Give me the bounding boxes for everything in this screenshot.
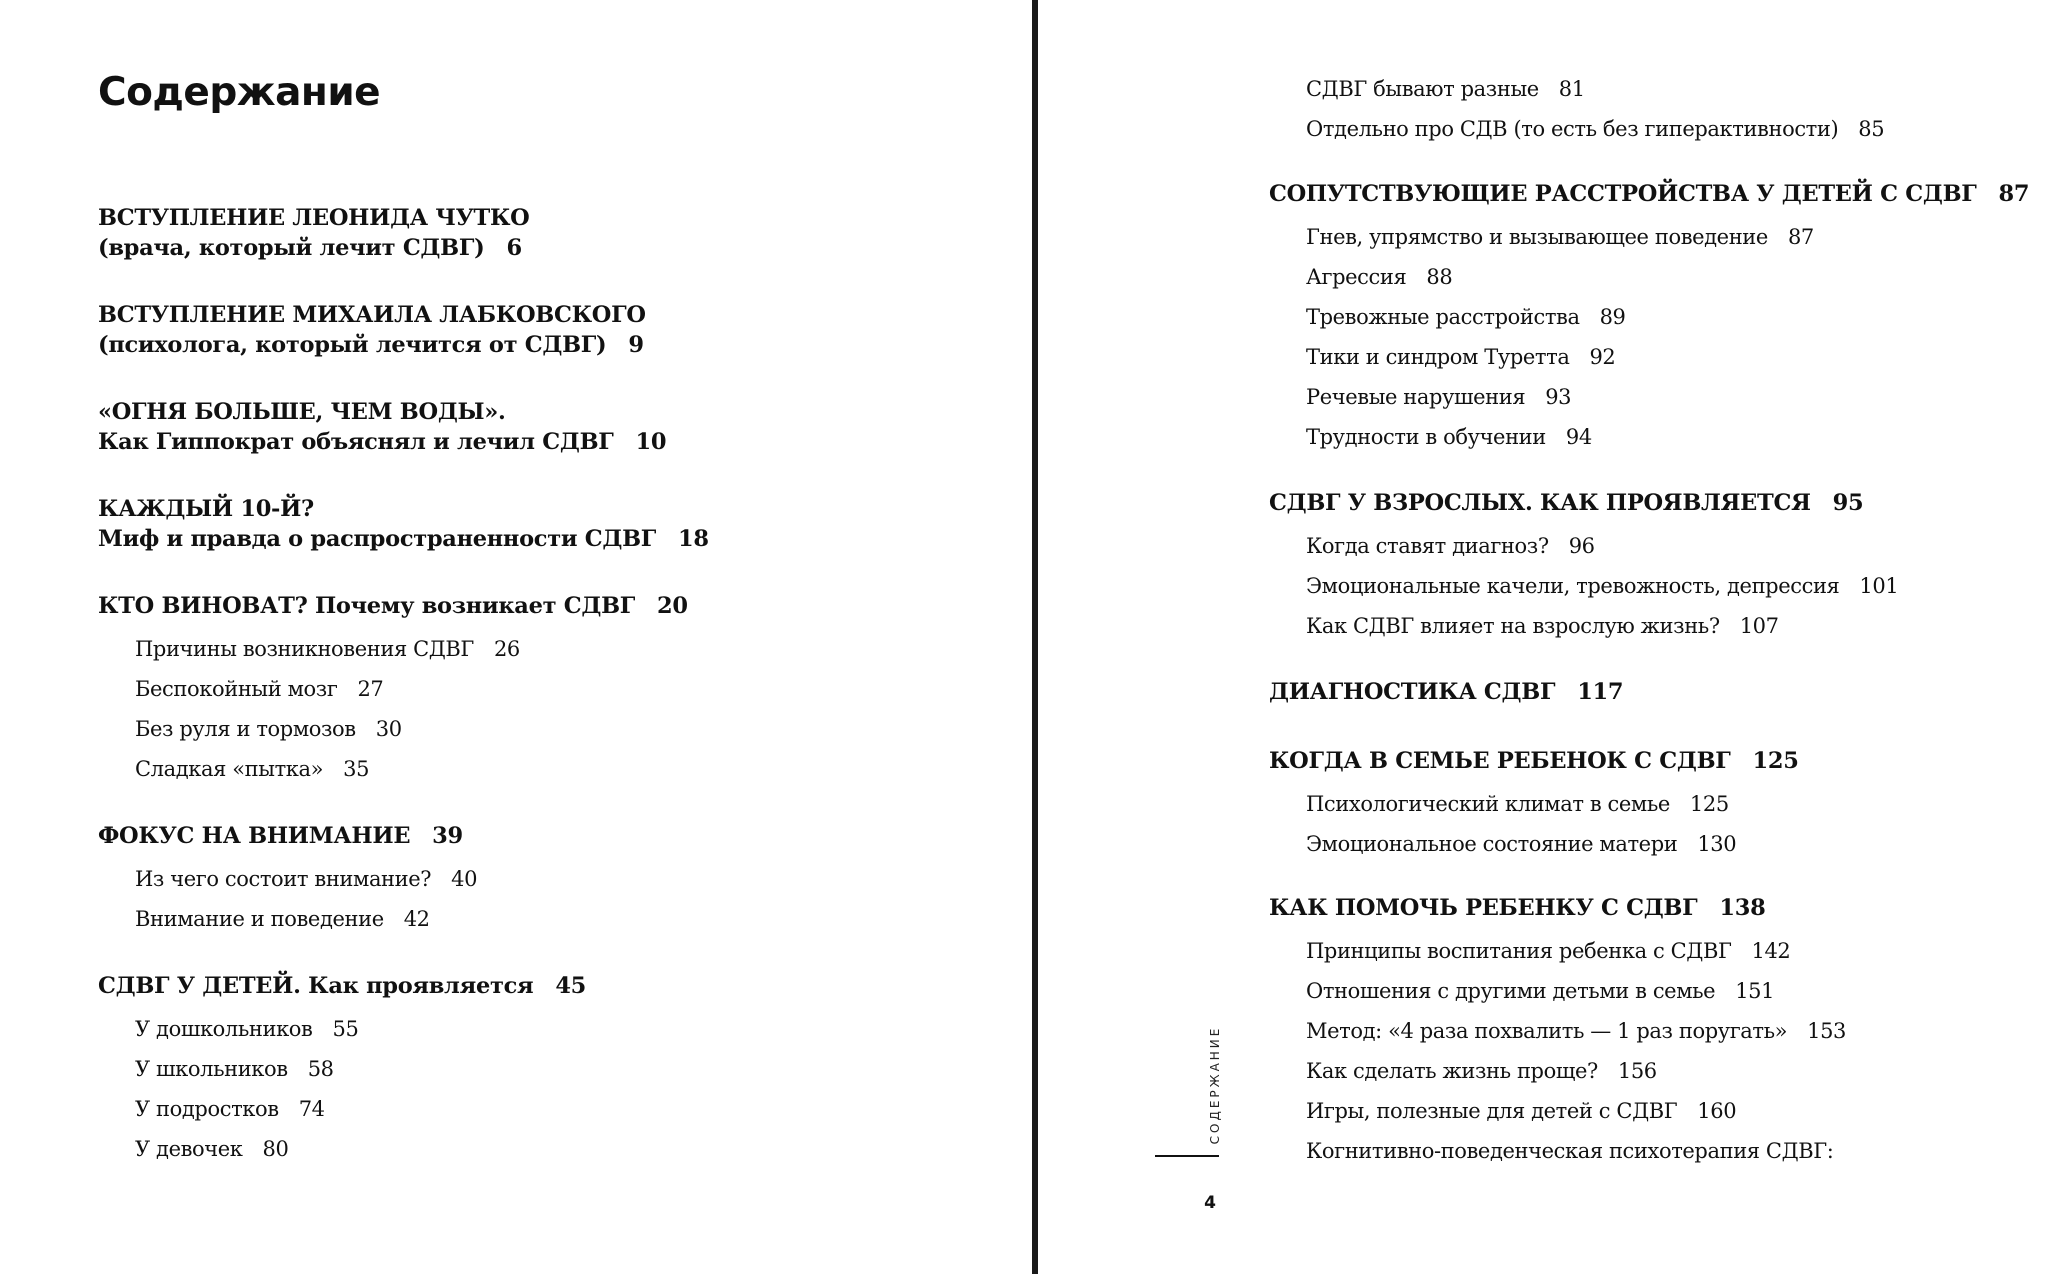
- toc-page-number: 42: [403, 907, 430, 931]
- toc-entry-line: [1306, 342, 1615, 372]
- toc-section-entry: [1306, 1016, 1846, 1046]
- toc-section-entry: [1306, 74, 1585, 104]
- toc-page-number: 45: [555, 973, 587, 999]
- toc-entry-line: [1306, 829, 1736, 859]
- toc-entry-title: Беспокойный мозг: [135, 677, 338, 701]
- toc-entry-title: Речевые нарушения: [1306, 385, 1526, 409]
- toc-entry-title: Без руля и тормозов: [135, 717, 356, 741]
- toc-section-entry: [135, 864, 477, 894]
- toc-section-entry: [1306, 1096, 1736, 1126]
- toc-page-number: 107: [1739, 614, 1779, 638]
- toc-entry-title: Отдельно про СДВ (то есть без гиперактивности): [1306, 117, 1839, 141]
- toc-entry-title: Как сделать жизнь проще?: [1306, 1059, 1598, 1083]
- toc-entry-line: [135, 864, 477, 894]
- toc-entry-title: У школьников: [135, 1057, 288, 1081]
- toc-page-number: 138: [1719, 895, 1766, 921]
- toc-page-number: 92: [1589, 345, 1616, 369]
- toc-entry-line: [135, 674, 383, 704]
- toc-entry-title: Агрессия: [1306, 265, 1407, 289]
- toc-page-number: 18: [678, 526, 709, 552]
- toc-section-entry: [135, 1094, 325, 1124]
- toc-page-number: 6: [506, 235, 522, 261]
- toc-page-number: 156: [1617, 1059, 1657, 1083]
- toc-section-entry: [135, 1014, 358, 1044]
- toc-section-entry: [1306, 789, 1729, 819]
- toc-entry-title: КАЖДЫЙ 10-Й?: [98, 496, 314, 522]
- toc-section-entry: [1306, 422, 1592, 452]
- toc-section-entry: [135, 1054, 334, 1084]
- toc-page-number: 58: [307, 1057, 334, 1081]
- toc-page-number: 85: [1858, 117, 1885, 141]
- toc-entry-line: [1306, 1016, 1846, 1046]
- toc-chapter-entry: [98, 397, 666, 457]
- toc-entry-title: КТО ВИНОВАТ? Почему возникает СДВГ: [98, 593, 636, 619]
- toc-entry-line: [98, 397, 666, 427]
- toc-entry-line: [135, 1134, 288, 1164]
- toc-entry-line: [1269, 677, 1623, 707]
- toc-page-number: 20: [657, 593, 688, 619]
- toc-chapter-entry: [98, 591, 688, 621]
- toc-page-number: 35: [343, 757, 370, 781]
- toc-chapter-entry: [98, 821, 463, 851]
- left-page: [0, 0, 1034, 1274]
- toc-entry-line: [1306, 571, 1898, 601]
- toc-section-entry: [1306, 302, 1626, 332]
- toc-section-entry: [1306, 342, 1615, 372]
- toc-entry-line: [1306, 422, 1592, 452]
- toc-entry-title: Эмоциональные качели, тревожность, депрессия: [1306, 574, 1840, 598]
- toc-entry-title: У дошкольников: [135, 1017, 313, 1041]
- book-gutter: [1032, 0, 1038, 1274]
- toc-entry-title: Эмоциональное состояние матери: [1306, 832, 1678, 856]
- toc-entry-title: Миф и правда о распространенности СДВГ: [98, 526, 657, 552]
- toc-page-number: 96: [1568, 534, 1595, 558]
- toc-entry-line: [98, 591, 688, 621]
- toc-chapter-entry: [1269, 746, 1799, 776]
- toc-page-number: 87: [1998, 181, 2030, 207]
- toc-section-entry: [135, 1134, 288, 1164]
- page-number: 4: [1204, 1193, 1216, 1213]
- toc-section-entry: [1306, 611, 1779, 641]
- toc-page-number: 80: [262, 1137, 289, 1161]
- toc-entry-line: [1306, 114, 1884, 144]
- right-page: [1042, 0, 2072, 1274]
- toc-entry-line: [1306, 976, 1774, 1006]
- toc-entry-title: (врача, который лечит СДВГ): [98, 235, 485, 261]
- toc-entry-line: [1306, 1136, 1833, 1166]
- toc-page-number: 151: [1735, 979, 1775, 1003]
- toc-page-number: 9: [628, 332, 644, 358]
- toc-entry-title: Сладкая «пытка»: [135, 757, 324, 781]
- running-head: [1205, 1010, 1225, 1160]
- toc-section-entry: [1306, 571, 1898, 601]
- toc-page-number: 94: [1565, 425, 1592, 449]
- toc-page-number: 153: [1807, 1019, 1847, 1043]
- toc-entry-title: СДВГ У ДЕТЕЙ. Как проявляется: [98, 973, 534, 999]
- toc-entry-line: [1306, 302, 1626, 332]
- toc-section-entry: [135, 904, 430, 934]
- toc-section-entry: [135, 634, 520, 664]
- toc-chapter-entry: [98, 494, 709, 554]
- toc-page-number: 125: [1752, 748, 1799, 774]
- toc-page-number: 160: [1697, 1099, 1737, 1123]
- toc-page-number: 87: [1787, 225, 1814, 249]
- toc-section-entry: [1306, 976, 1774, 1006]
- toc-entry-line: [98, 971, 586, 1001]
- toc-chapter-entry: [1269, 179, 2029, 209]
- toc-page-number: 30: [375, 717, 402, 741]
- toc-entry-line: [1306, 611, 1779, 641]
- toc-entry-title: Гнев, упрямство и вызывающее поведение: [1306, 225, 1768, 249]
- toc-page-number: 101: [1859, 574, 1899, 598]
- toc-chapter-entry: [98, 971, 586, 1001]
- toc-entry-line: [135, 714, 402, 744]
- toc-entry-title: Когнитивно-поведенческая психотерапия СДВГ:: [1306, 1139, 1834, 1163]
- toc-entry-title: «ОГНЯ БОЛЬШЕ, ЧЕМ ВОДЫ».: [98, 399, 506, 425]
- toc-chapter-entry: [1269, 677, 1623, 707]
- toc-entry-line: [98, 330, 646, 360]
- toc-page-number: 93: [1545, 385, 1572, 409]
- toc-page-number: 95: [1832, 490, 1864, 516]
- toc-entry-title: Трудности в обучении: [1306, 425, 1546, 449]
- toc-entry-title: ВСТУПЛЕНИЕ МИХАИЛА ЛАБКОВСКОГО: [98, 302, 646, 328]
- toc-page-number: 142: [1751, 939, 1791, 963]
- toc-entry-title: КАК ПОМОЧЬ РЕБЕНКУ С СДВГ: [1269, 895, 1698, 921]
- toc-entry-line: [98, 203, 529, 233]
- toc-section-entry: [1306, 829, 1736, 859]
- toc-page-number: 39: [432, 823, 463, 849]
- toc-entry-title: Психологический климат в семье: [1306, 792, 1670, 816]
- running-head-text: СОДЕРЖАНИЕ: [1208, 1025, 1222, 1145]
- toc-entry-line: [135, 1054, 334, 1084]
- toc-entry-title: Тики и синдром Туретта: [1306, 345, 1570, 369]
- toc-entry-line: [1306, 222, 1814, 252]
- toc-entry-title: ФОКУС НА ВНИМАНИЕ: [98, 823, 411, 849]
- toc-entry-line: [1306, 936, 1790, 966]
- toc-entry-line: [135, 1014, 358, 1044]
- toc-page-number: 26: [493, 637, 520, 661]
- toc-chapter-entry: [1269, 893, 1765, 923]
- toc-page-number: 89: [1599, 305, 1626, 329]
- toc-entry-line: [1306, 789, 1729, 819]
- toc-entry-title: У девочек: [135, 1137, 243, 1161]
- toc-entry-line: [1306, 1056, 1657, 1086]
- toc-section-entry: [1306, 1056, 1657, 1086]
- toc-entry-line: [1306, 382, 1571, 412]
- toc-section-entry: [1306, 262, 1452, 292]
- toc-entry-title: Из чего состоит внимание?: [135, 867, 432, 891]
- toc-entry-title: КОГДА В СЕМЬЕ РЕБЕНОК С СДВГ: [1269, 748, 1731, 774]
- page-title: Содержание: [98, 70, 381, 115]
- toc-page-number: 130: [1697, 832, 1737, 856]
- toc-entry-line: [1269, 179, 2029, 209]
- toc-entry-title: Метод: «4 раза похвалить — 1 раз поругать»: [1306, 1019, 1788, 1043]
- toc-entry-line: [1306, 531, 1595, 561]
- toc-page-number: 81: [1558, 77, 1585, 101]
- toc-entry-line: [98, 494, 709, 524]
- toc-entry-title: Как СДВГ влияет на взрослую жизнь?: [1306, 614, 1720, 638]
- toc-section-entry: [1306, 114, 1884, 144]
- toc-entry-line: [135, 904, 430, 934]
- toc-entry-title: Внимание и поведение: [135, 907, 384, 931]
- toc-entry-line: [98, 427, 666, 457]
- toc-entry-title: Когда ставят диагноз?: [1306, 534, 1549, 558]
- toc-entry-line: [1269, 746, 1799, 776]
- toc-page-number: 40: [451, 867, 478, 891]
- toc-entry-line: [135, 634, 520, 664]
- toc-page-number: 125: [1689, 792, 1729, 816]
- toc-entry-line: [98, 821, 463, 851]
- toc-entry-title: У подростков: [135, 1097, 279, 1121]
- toc-section-entry: [1306, 1136, 1833, 1166]
- toc-entry-line: [1306, 262, 1452, 292]
- toc-entry-line: [135, 1094, 325, 1124]
- toc-section-entry: [1306, 222, 1814, 252]
- toc-entry-title: СОПУТСТВУЮЩИЕ РАССТРОЙСТВА У ДЕТЕЙ С СДВГ: [1269, 181, 1977, 207]
- toc-page-number: 117: [1577, 679, 1624, 705]
- toc-entry-line: [1269, 488, 1863, 518]
- toc-entry-title: Принципы воспитания ребенка с СДВГ: [1306, 939, 1732, 963]
- toc-section-entry: [1306, 531, 1595, 561]
- toc-entry-title: ВСТУПЛЕНИЕ ЛЕОНИДА ЧУТКО: [98, 205, 530, 231]
- toc-entry-title: СДВГ У ВЗРОСЛЫХ. КАК ПРОЯВЛЯЕТСЯ: [1269, 490, 1811, 516]
- toc-entry-title: СДВГ бывают разные: [1306, 77, 1539, 101]
- toc-entry-line: [98, 233, 529, 263]
- toc-entry-title: Как Гиппократ объяснял и лечил СДВГ: [98, 429, 614, 455]
- toc-entry-line: [1306, 74, 1585, 104]
- toc-entry-line: [98, 524, 709, 554]
- toc-page-number: 55: [332, 1017, 359, 1041]
- toc-entry-line: [1306, 1096, 1736, 1126]
- toc-entry-line: [1269, 893, 1765, 923]
- toc-section-entry: [1306, 382, 1571, 412]
- toc-page-number: 88: [1426, 265, 1453, 289]
- toc-entry-title: (психолога, который лечится от СДВГ): [98, 332, 607, 358]
- toc-chapter-entry: [98, 300, 646, 360]
- toc-chapter-entry: [1269, 488, 1863, 518]
- toc-page-number: 10: [635, 429, 667, 455]
- folio-rule: [1155, 1155, 1219, 1157]
- toc-entry-title: Игры, полезные для детей с СДВГ: [1306, 1099, 1678, 1123]
- toc-entry-title: Причины возникновения СДВГ: [135, 637, 474, 661]
- toc-entry-line: [98, 300, 646, 330]
- toc-section-entry: [135, 754, 369, 784]
- toc-chapter-entry: [98, 203, 529, 263]
- toc-entry-title: Отношения с другими детьми в семье: [1306, 979, 1716, 1003]
- toc-section-entry: [1306, 936, 1790, 966]
- toc-entry-title: Тревожные расстройства: [1306, 305, 1580, 329]
- toc-entry-title: ДИАГНОСТИКА СДВГ: [1269, 679, 1556, 705]
- toc-left-column: [0, 0, 1034, 1274]
- toc-section-entry: [135, 714, 402, 744]
- toc-right-column: [1042, 0, 2072, 1274]
- toc-section-entry: [135, 674, 383, 704]
- toc-page-number: 74: [298, 1097, 325, 1121]
- toc-entry-line: [135, 754, 369, 784]
- toc-page-number: 27: [357, 677, 384, 701]
